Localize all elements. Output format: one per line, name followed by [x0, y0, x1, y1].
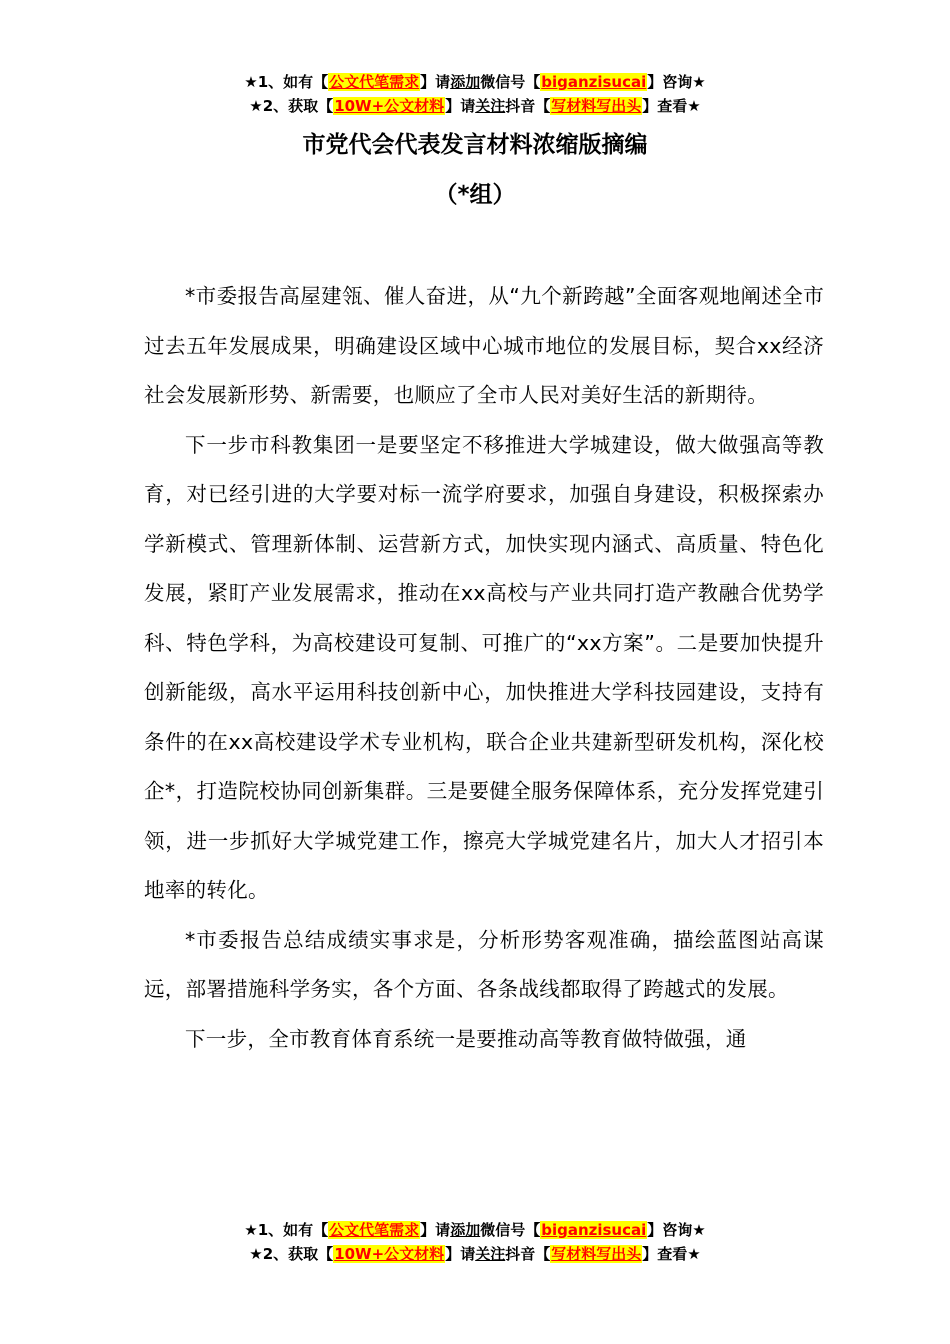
header-banner	[0, 70, 950, 118]
paragraph-1: *市委报告高屋建瓴、催人奋进，从“九个新跨越”全面客观地阐述全市过去五年发展成果，明确建设区域中心城市地位的发展目标，契合xx经济社会发展新形势、新需要，也顺应了全市人民对美好生活的新期待。	[144, 284, 824, 407]
paragraph-3: *市委报告总结成绩实事求是，分析形势客观准确，描绘蓝图站高谋远，部署措施科学务实，各个方面、各条战线都取得了跨越式的发展。	[144, 927, 824, 1001]
highlight-materials: 10W+公文材料	[334, 97, 445, 115]
header-banner-line-2: ★2、获取【10W+公文材料】请关注抖音【写材料写出头】查看★	[249, 97, 701, 115]
footer-banner-line-1: ★1、如有【公文代笔需求】请添加微信号【biganzisucai】咨询★	[244, 1221, 706, 1239]
footer-banner-line-2: ★2、获取【10W+公文材料】请关注抖音【写材料写出头】查看★	[249, 1245, 701, 1263]
document-title: 市党代会代表发言材料浓缩版摘编	[302, 132, 648, 158]
highlight-wechat-id: biganzisucai	[541, 73, 647, 91]
highlight-douyin: 写材料写出头	[551, 1245, 642, 1263]
document-body	[144, 272, 824, 1064]
highlight-service: 公文代笔需求	[329, 1221, 420, 1239]
footer-banner	[0, 1218, 950, 1266]
highlight-materials: 10W+公文材料	[334, 1245, 445, 1263]
header-banner-line-1: ★1、如有【公文代笔需求】请添加微信号【biganzisucai】咨询★	[244, 73, 706, 91]
paragraph-2: 下一步市科教集团一是要坚定不移推进大学城建设，做大做强高等教育，对已经引进的大学要对标一流学府要求，加强自身建设，积极探索办学新模式、管理新体制、运营新方式，加快实现内涵式、高质量、特色化发展，紧盯产业发展需求，推动在xx高校与产业共同打造产教融合优势学科、特色学科，为高校建设可复制、可推广的“xx方案”。二是要加快提升创新能级，高水平运用科技创新中心，加快推进大学科技园建设，支持有条件的在xx高校建设学术专业机构，联合企业共建新型研发机构，深化校企*，打造院校协同创新集群。三是要健全服务保障体系，充分发挥党建引领，进一步抓好大学城党建工作，擦亮大学城党建名片，加大人才招引本地率的转化。	[144, 432, 824, 902]
highlight-service: 公文代笔需求	[329, 73, 420, 91]
document-subtitle: （*组）	[434, 182, 516, 208]
highlight-douyin: 写材料写出头	[551, 97, 642, 115]
paragraph-4: 下一步，全市教育体育系统一是要推动高等教育做特做强，通	[185, 1026, 747, 1051]
highlight-wechat-id: biganzisucai	[541, 1221, 647, 1239]
